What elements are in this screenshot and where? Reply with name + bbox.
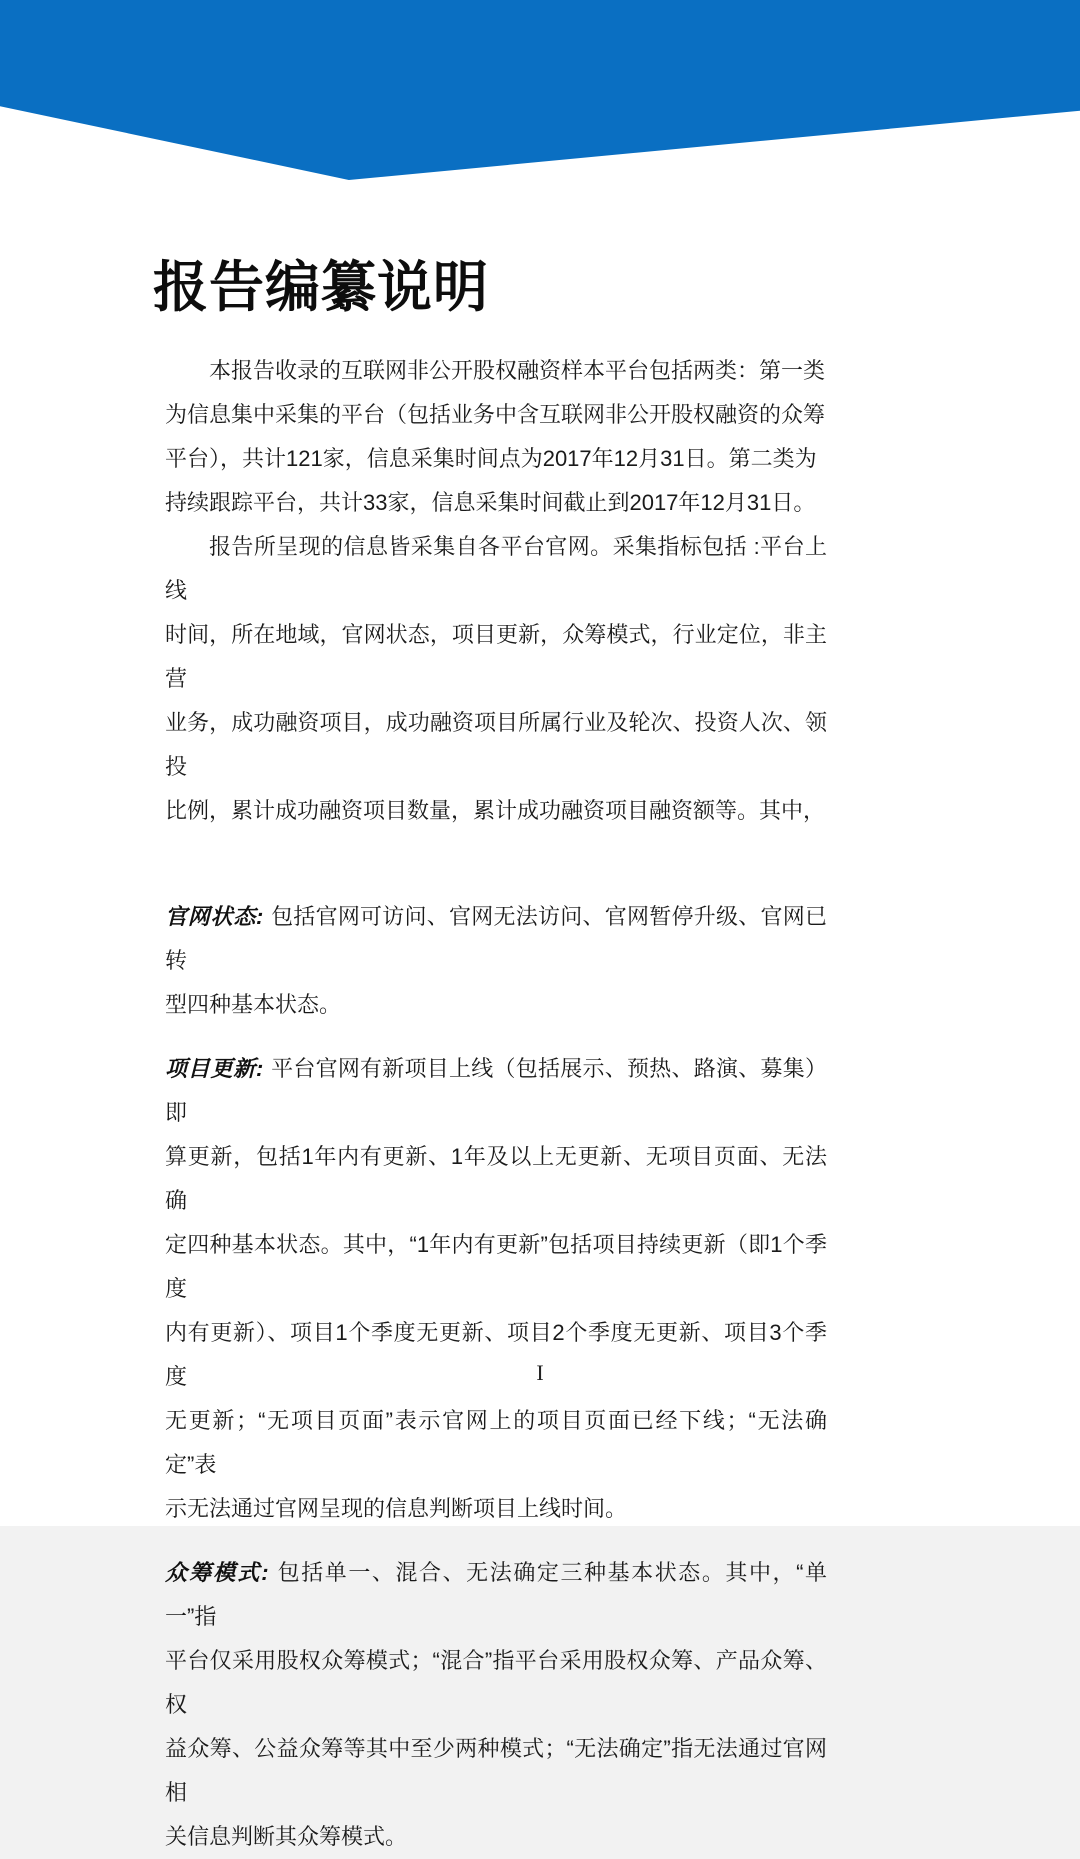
definition-website-status [165,895,827,1027]
page-title: 报告编纂说明 [153,255,490,318]
definition-crowdfunding-mode-text: 包括单一、混合、无法确定三种基本状态。其中，“单一”指 平台仅采用股权众筹模式；“混合”指平台采用股权众筹、产品众筹、权 益众筹、公益众筹等其中至少两种模式；“无法确定”指无法通过官网相 关信息判断其众筹模式。 [165,1560,828,1849]
definition-website-status-text: 包括官网可访问、官网无法访问、官网暂停升级、官网已转 型四种基本状态。 [165,904,827,1017]
definition-project-update [165,1047,827,1531]
definition-project-update-label: 项目更新: [165,1056,264,1081]
intro-paragraph-2: 报告所呈现的信息皆采集自各平台官网。采集指标包括 :平台上线 时间，所在地域，官网状态，项目更新，众筹模式，行业定位，非主营 业务，成功融资项目，成功融资项目所属行业及轮次、投资人次、领投 比例，累计成功融资项目数量，累计成功融资项目融资额等。其中， [165,534,827,823]
header-banner [0,0,1080,180]
page-number: I [536,1360,544,1385]
definition-crowdfunding-mode-label: 众筹模式: [165,1560,270,1585]
definition-crowdfunding-mode [165,1551,827,1859]
definition-project-update-text: 平台官网有新项目上线（包括展示、预热、路演、募集）即 算更新，包括1年内有更新、1年及以上无更新、无项目页面、无法确 定四种基本状态。其中，“1年内有更新”包括项目持续更新（即1个季度 内有更新）、项目1个季度无更新、项目2个季度无更新、项目3个季度 无更新；“无项目页面”表示官网上的项目页面已经下线；“无法确定”表 示无法通过官网呈现的信息判断项目上线时间。 [165,1056,827,1521]
intro-paragraph-1: 本报告收录的互联网非公开股权融资样本平台包括两类：第一类 为信息集中采集的平台（包括业务中含互联网非公开股权融资的众筹 平台），共计121家，信息采集时间点为2017年12月31日。第二类为 持续跟踪平台，共计33家，信息采集时间截止到2017年12月31日。 [165,358,826,515]
page-content [165,349,827,1859]
definition-website-status-label: 官网状态: [165,904,264,929]
